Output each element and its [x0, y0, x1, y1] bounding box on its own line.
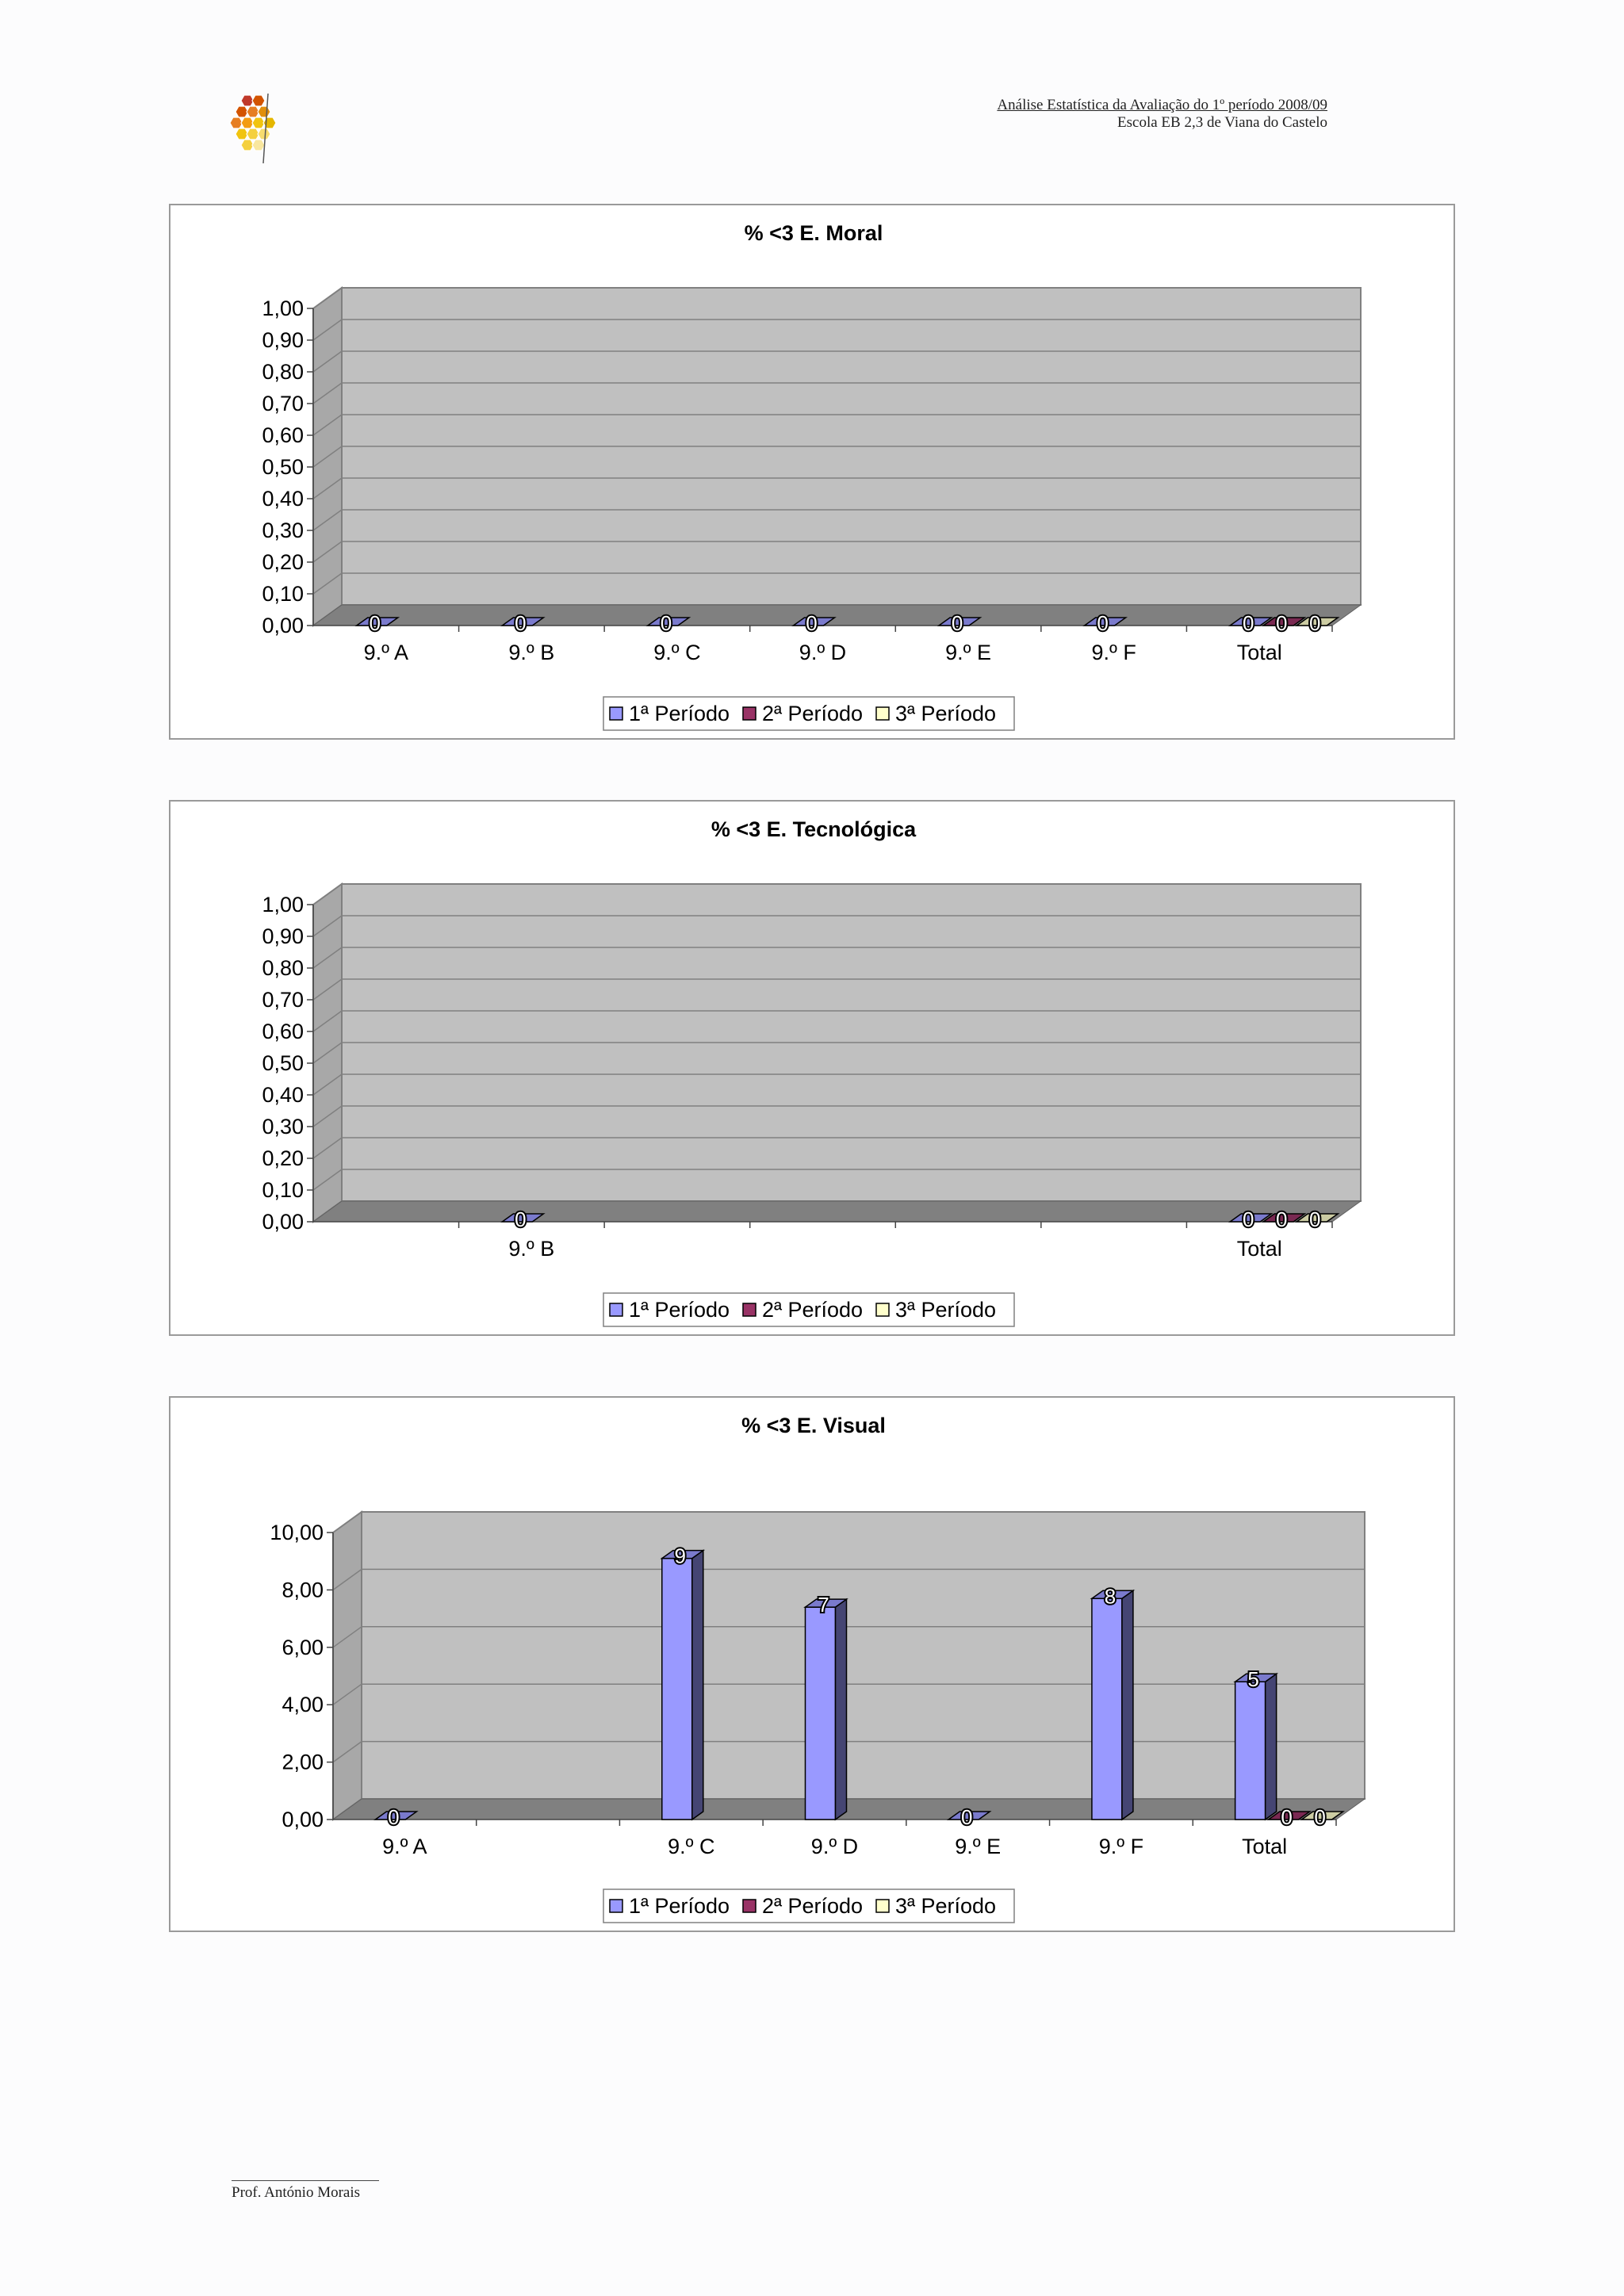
page-header [997, 97, 1327, 132]
y-tick-label: 0,60 [262, 1020, 304, 1043]
x-tick-label: Total [1236, 1237, 1282, 1261]
chart-tecnologica [169, 800, 1455, 1336]
y-tick-label: 0,10 [262, 582, 304, 606]
bar-side [692, 1551, 703, 1820]
report-title: Análise Estatística da Avaliação do 1º período 2008/09 [997, 97, 1327, 113]
legend-label: 1ª Período [629, 1298, 730, 1322]
legend-swatch [743, 1303, 756, 1316]
y-tick-label: 0,60 [262, 423, 304, 447]
y-tick-label: 6,00 [282, 1635, 324, 1659]
x-tick-label: 9.º F [1091, 641, 1136, 664]
x-tick-label: 9.º E [955, 1835, 1002, 1858]
data-label: 0 [1308, 611, 1321, 635]
x-tick-label: 9.º A [363, 641, 408, 664]
data-label: 0 [1275, 611, 1288, 635]
data-label: 0 [1275, 1207, 1288, 1231]
y-tick-label: 0,50 [262, 455, 304, 479]
bar-side [1266, 1674, 1277, 1820]
data-label: 0 [515, 611, 527, 635]
y-tick-label: 0,30 [262, 519, 304, 542]
legend-swatch [610, 1900, 622, 1912]
bar-1-periodo [1092, 1590, 1133, 1820]
legend-swatch [876, 1303, 889, 1316]
chart-floor [313, 605, 1361, 626]
y-tick-label: 4,00 [282, 1693, 324, 1717]
legend-label: 1ª Período [629, 702, 730, 725]
y-tick-label: 0,70 [262, 988, 304, 1012]
data-label: 0 [806, 611, 818, 635]
y-tick-label: 0,00 [262, 1210, 304, 1234]
x-tick-label: 9.º D [810, 1835, 859, 1858]
legend-label: 3ª Período [895, 702, 997, 725]
data-label: 0 [369, 611, 381, 635]
chart-moral-svg [170, 205, 1457, 741]
bar-side [836, 1599, 847, 1820]
x-tick-label: 9.º D [799, 641, 847, 664]
chart-floor [333, 1799, 1365, 1820]
data-label: 0 [951, 611, 963, 635]
y-tick-label: 0,50 [262, 1051, 304, 1075]
x-tick-label: 9.º B [508, 1237, 555, 1261]
legend-label: 3ª Período [895, 1298, 997, 1322]
legend-swatch [610, 707, 622, 720]
bar-front [1092, 1598, 1122, 1820]
chart-moral [169, 204, 1455, 740]
y-tick-label: 0,80 [262, 360, 304, 384]
data-label: 0 [1097, 611, 1109, 635]
y-tick-label: 0,20 [262, 550, 304, 574]
data-label: 0 [1314, 1805, 1326, 1829]
y-tick-label: 1,00 [262, 297, 304, 320]
chart-title: % <3 E. Visual [741, 1414, 886, 1437]
data-label: 0 [388, 1805, 400, 1829]
data-label: 0 [1281, 1805, 1293, 1829]
y-tick-label: 1,00 [262, 893, 304, 916]
legend-swatch [610, 1303, 622, 1316]
y-tick-label: 0,70 [262, 392, 304, 415]
y-tick-label: 10,00 [270, 1521, 324, 1544]
y-tick-label: 0,00 [282, 1808, 324, 1831]
legend-swatch [743, 1900, 756, 1912]
legend-label: 2ª Período [762, 702, 864, 725]
y-tick-label: 0,40 [262, 1083, 304, 1107]
data-label: 7 [818, 1593, 829, 1617]
y-tick-label: 0,90 [262, 328, 304, 352]
y-tick-label: 0,40 [262, 487, 304, 511]
footer-author: Prof. António Morais [232, 2184, 361, 2201]
chart-visual [169, 1396, 1455, 1932]
legend-swatch [743, 707, 756, 720]
bar-side [1122, 1590, 1133, 1820]
x-tick-label: Total [1242, 1835, 1288, 1858]
bar-1-periodo [806, 1599, 847, 1820]
data-label: 0 [960, 1805, 973, 1829]
bar-front [1235, 1682, 1266, 1820]
legend-label: 2ª Período [762, 1894, 864, 1918]
legend-swatch [876, 1900, 889, 1912]
data-label: 0 [515, 1207, 527, 1231]
x-tick-label: 9.º E [945, 641, 992, 664]
legend-label: 2ª Período [762, 1298, 864, 1322]
y-tick-label: 0,20 [262, 1146, 304, 1170]
x-tick-label: 9.º F [1098, 1835, 1144, 1858]
chart-title: % <3 E. Tecnológica [710, 817, 917, 841]
chart-tecnologica-svg [170, 802, 1457, 1337]
x-tick-label: 9.º C [653, 641, 701, 664]
data-label: 8 [1104, 1584, 1116, 1609]
chart-back-wall [362, 1512, 1365, 1799]
bar-1-periodo [1235, 1674, 1277, 1820]
data-label: 0 [1242, 611, 1254, 635]
chart-visual-svg [170, 1398, 1457, 1934]
y-tick-label: 0,00 [262, 614, 304, 637]
legend-label: 1ª Período [629, 1894, 730, 1918]
y-tick-label: 8,00 [282, 1578, 324, 1602]
x-tick-label: 9.º C [668, 1835, 715, 1858]
footer-divider [232, 2180, 379, 2181]
data-label: 0 [1308, 1207, 1321, 1231]
chart-title: % <3 E. Moral [744, 221, 883, 245]
honeycomb-logo-icon [228, 89, 292, 168]
x-tick-label: 9.º A [382, 1835, 427, 1858]
bar-front [662, 1559, 692, 1820]
y-tick-label: 0,10 [262, 1178, 304, 1202]
school-name: Escola EB 2,3 de Viana do Castelo [1117, 114, 1327, 131]
y-tick-label: 0,90 [262, 924, 304, 948]
y-tick-label: 2,00 [282, 1750, 324, 1774]
x-tick-label: 9.º B [508, 641, 555, 664]
data-label: 0 [660, 611, 672, 635]
chart-floor [313, 1201, 1361, 1222]
y-tick-label: 0,30 [262, 1115, 304, 1138]
data-label: 0 [1242, 1207, 1254, 1231]
x-tick-label: Total [1236, 641, 1282, 664]
legend-swatch [876, 707, 889, 720]
data-label: 9 [674, 1544, 687, 1568]
y-tick-label: 0,80 [262, 956, 304, 980]
bar-1-periodo [662, 1551, 703, 1820]
chart-side-wall [333, 1512, 362, 1820]
bar-front [806, 1607, 836, 1820]
data-label: 5 [1247, 1667, 1259, 1692]
legend-label: 3ª Período [895, 1894, 997, 1918]
